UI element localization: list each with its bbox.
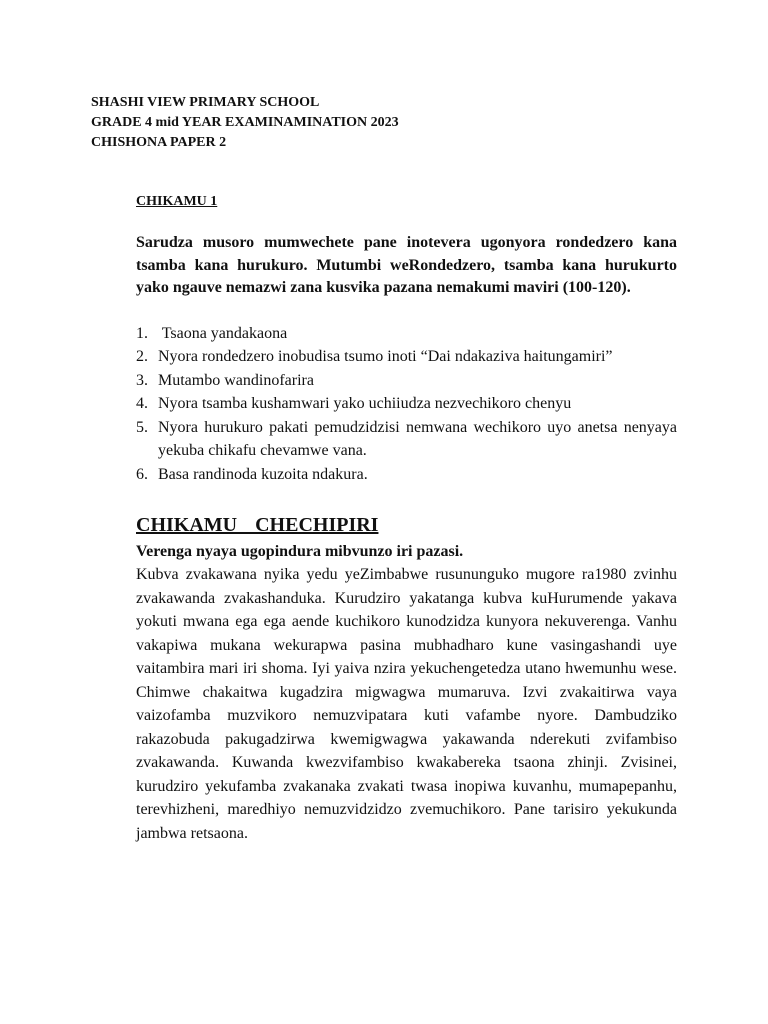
paper-title: CHISHONA PAPER 2 xyxy=(91,135,227,150)
school-name: SHASHI VIEW PRIMARY SCHOOL xyxy=(91,95,320,110)
question-item xyxy=(136,416,677,463)
section-2-title: CHIKAMU CHECHIPIRI xyxy=(136,514,379,536)
section-1-title: CHIKAMU 1 xyxy=(136,194,218,209)
question-number: 5. xyxy=(136,418,148,436)
exam-content xyxy=(136,192,677,845)
question-item xyxy=(136,322,677,346)
question-number: 6. xyxy=(136,465,148,483)
question-number: 1. xyxy=(136,324,148,342)
question-list xyxy=(136,322,677,487)
question-item xyxy=(136,463,677,487)
section-1-instructions: Sarudza musoro mumwechete pane inotevera ugonyora rondedzero kana tsamba kana hurukuro. Mutumbi weRondedzero, tsamba kana hurukurto yako ngauve nemazwi zana kusvika pazana nemakumi maviri (100-120). xyxy=(136,234,677,296)
question-item xyxy=(136,345,677,369)
section-2-instruction: Verenga nyaya ugopindura mibvunzo iri pazasi. xyxy=(136,543,464,560)
question-text: Nyora tsamba kushamwari yako uchiiudza nezvechikoro chenyu xyxy=(158,395,572,412)
question-text: Nyora hurukuro pakati pemudzidzisi nemwana wechikoro uyo anetsa nenyaya yekuba chikafu chevamwe vana. xyxy=(158,418,677,459)
exam-title: GRADE 4 mid YEAR EXAMINAMINATION 2023 xyxy=(91,115,399,130)
question-item xyxy=(136,369,677,393)
question-number: 2. xyxy=(136,348,148,365)
exam-header xyxy=(91,93,399,153)
question-text: Tsaona yandakaona xyxy=(158,324,288,342)
question-number: 3. xyxy=(136,371,148,389)
question-item xyxy=(136,392,677,416)
question-number: 4. xyxy=(136,395,148,412)
question-text: Nyora rondedzero inobudisa tsumo inoti “Dai ndakaziva haitungamiri” xyxy=(158,348,613,365)
question-text: Basa randinoda kuzoita ndakura. xyxy=(158,465,368,483)
reading-passage: Kubva zvakawana nyika yedu yeZimbabwe rusununguko mugore ra1980 zvinhu zvakawanda zvakashanduka. Kurudziro yakatanga kubva kuHurumende yakava yokuti mwana ega ega aende kuchikoro kunodzidza kunyora nekuverenga. Vanhu vakapiwa mukana wekurapwa pasina mubhadharo kune vasingashandi uye vaitambira mari iri shoma. Iyi yaiva nzira yekuchengetedza utano hwemunhu wese. Chimwe chakaitwa kugadzira migwagwa mumaruva. Izvi zvakaitirwa vaya vaizofamba muzvikoro nemuzvipatara kuti vafambe nyore. Dambudziko rakazobuda pakugadzirwa kwemigwagwa yakawanda nderekuti zvifambiso zvakawanda. Kuwanda kwezvifambiso kwakabereka tsaona zhinji. Zvisinei, kurudziro yekufamba zvakanaka zvakati twasa inopiwa kuvanhu, mumapepanhu, terevhizheni, maredhiyo nemuzvidzidzo zvemuchikoro. Pane tarisiro yekukunda jambwa retsaona. xyxy=(136,566,677,842)
question-text: Mutambo wandinofarira xyxy=(158,371,314,389)
